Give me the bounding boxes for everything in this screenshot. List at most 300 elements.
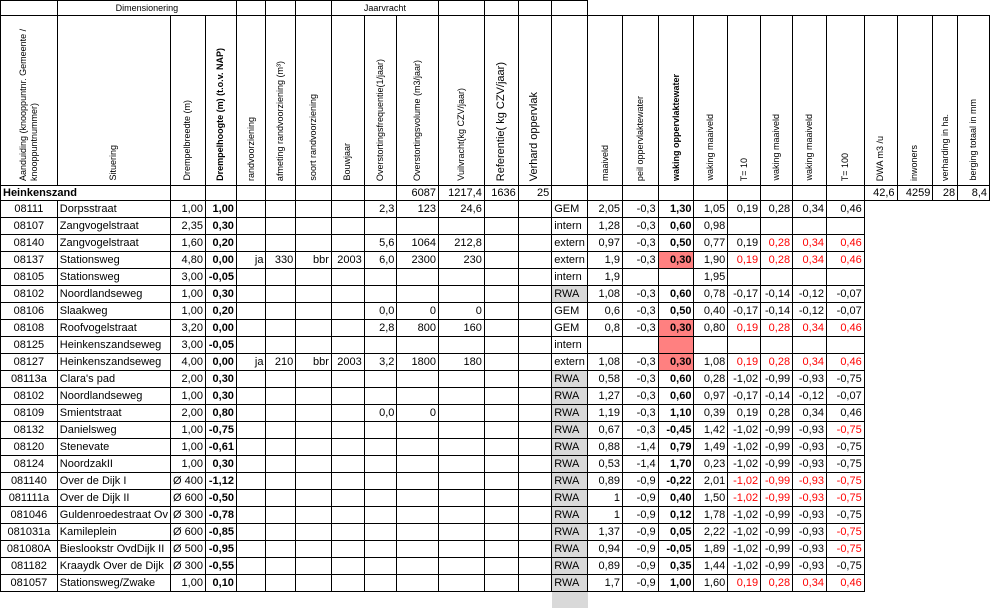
cell[interactable]: -1,02 <box>728 541 761 558</box>
empty-cell[interactable] <box>897 439 933 456</box>
cell[interactable]: 0,67 <box>588 422 623 439</box>
node-id[interactable]: 08108 <box>1 320 58 337</box>
cell[interactable] <box>236 541 266 558</box>
empty-cell[interactable] <box>933 320 958 337</box>
cell[interactable]: 1,00 <box>171 575 206 592</box>
cell[interactable] <box>484 218 518 235</box>
cell[interactable] <box>364 473 397 490</box>
empty-cell[interactable] <box>933 303 958 320</box>
cell[interactable] <box>364 541 397 558</box>
cell[interactable]: 1064 <box>397 235 439 252</box>
cell[interactable]: -0,99 <box>761 439 793 456</box>
cell[interactable] <box>266 558 296 575</box>
cell[interactable] <box>761 337 793 354</box>
cell[interactable] <box>484 456 518 473</box>
cell[interactable] <box>826 337 864 354</box>
cell[interactable]: intern <box>552 337 588 354</box>
cell[interactable]: 0,46 <box>826 235 864 252</box>
empty-cell[interactable] <box>958 575 990 592</box>
cell[interactable] <box>266 371 296 388</box>
cell[interactable]: intern <box>552 218 588 235</box>
group-name[interactable]: Heinkenszand <box>1 186 171 201</box>
cell[interactable] <box>236 405 266 422</box>
cell[interactable] <box>728 218 761 235</box>
cell[interactable]: -0,12 <box>793 303 827 320</box>
cell[interactable] <box>364 558 397 575</box>
cell[interactable]: 0,34 <box>793 405 827 422</box>
cell[interactable] <box>484 405 518 422</box>
location[interactable]: Kamileplein <box>57 524 170 541</box>
cell[interactable]: -0,3 <box>622 303 658 320</box>
cell[interactable]: -0,75 <box>826 473 864 490</box>
cell[interactable] <box>331 473 364 490</box>
cell[interactable]: 123 <box>397 201 439 218</box>
cell[interactable] <box>397 218 439 235</box>
column-header[interactable] <box>439 16 485 186</box>
header-cell[interactable] <box>266 1 296 16</box>
cell[interactable]: -0,07 <box>826 388 864 405</box>
cell[interactable]: RWA <box>552 473 588 490</box>
cell[interactable]: 1,00 <box>171 388 206 405</box>
cell[interactable]: RWA <box>552 541 588 558</box>
empty-cell[interactable] <box>897 541 933 558</box>
cell[interactable] <box>266 507 296 524</box>
cell[interactable]: -0,93 <box>793 524 827 541</box>
cell[interactable]: -1,02 <box>728 422 761 439</box>
cell[interactable] <box>484 524 518 541</box>
empty-cell[interactable] <box>897 337 933 354</box>
cell[interactable]: -0,95 <box>205 541 236 558</box>
empty-cell[interactable] <box>897 524 933 541</box>
cell[interactable]: -0,78 <box>205 507 236 524</box>
cell[interactable] <box>439 473 485 490</box>
cell[interactable] <box>236 422 266 439</box>
cell[interactable] <box>236 201 266 218</box>
cell[interactable]: 0,53 <box>588 456 623 473</box>
cell[interactable] <box>397 371 439 388</box>
cell[interactable]: RWA <box>552 439 588 456</box>
empty-cell[interactable] <box>933 337 958 354</box>
cell[interactable] <box>658 337 694 354</box>
empty-cell[interactable] <box>864 218 897 235</box>
cell[interactable] <box>439 575 485 592</box>
cell[interactable]: 0,46 <box>826 405 864 422</box>
cell[interactable]: 0,6 <box>588 303 623 320</box>
cell[interactable] <box>793 269 827 286</box>
cell[interactable]: -0,93 <box>793 558 827 575</box>
empty-cell[interactable] <box>897 201 933 218</box>
cell[interactable] <box>518 439 552 456</box>
empty-cell[interactable] <box>864 337 897 354</box>
cell[interactable]: -0,05 <box>205 269 236 286</box>
empty-cell[interactable] <box>897 1 933 16</box>
cell[interactable]: -0,75 <box>826 422 864 439</box>
cell[interactable]: 2,01 <box>694 473 728 490</box>
cell[interactable] <box>266 218 296 235</box>
cell[interactable]: -0,55 <box>205 558 236 575</box>
cell[interactable]: 0,80 <box>694 320 728 337</box>
cell[interactable]: 2,05 <box>588 201 623 218</box>
cell[interactable] <box>439 337 485 354</box>
cell[interactable]: -0,07 <box>826 303 864 320</box>
cell[interactable]: 1,44 <box>694 558 728 575</box>
cell[interactable]: 0,46 <box>826 575 864 592</box>
node-id[interactable]: 08111 <box>1 201 58 218</box>
location[interactable]: Clara's pad <box>57 371 170 388</box>
empty-cell[interactable] <box>933 575 958 592</box>
cell[interactable]: Ø 300 <box>171 558 206 575</box>
cell[interactable] <box>439 388 485 405</box>
cell[interactable] <box>518 354 552 371</box>
location[interactable]: Stationsweg/Zwake <box>57 575 170 592</box>
cell[interactable]: 0,20 <box>205 303 236 320</box>
empty-cell[interactable] <box>933 286 958 303</box>
cell[interactable] <box>266 575 296 592</box>
cell[interactable]: -0,3 <box>622 320 658 337</box>
cell[interactable]: 3,2 <box>364 354 397 371</box>
cell[interactable]: 0,0 <box>364 405 397 422</box>
cell[interactable] <box>484 541 518 558</box>
cell[interactable] <box>266 439 296 456</box>
empty-cell[interactable] <box>958 388 990 405</box>
cell[interactable]: 2300 <box>397 252 439 269</box>
empty-cell[interactable] <box>958 286 990 303</box>
location[interactable]: Stenevate <box>57 439 170 456</box>
cell[interactable] <box>236 286 266 303</box>
cell[interactable] <box>331 269 364 286</box>
cell[interactable] <box>694 337 728 354</box>
empty-cell[interactable] <box>958 235 990 252</box>
cell[interactable] <box>331 186 364 201</box>
cell[interactable] <box>266 388 296 405</box>
node-id[interactable]: 08105 <box>1 269 58 286</box>
cell[interactable] <box>728 269 761 286</box>
cell[interactable] <box>296 388 332 405</box>
cell[interactable] <box>484 473 518 490</box>
cell[interactable] <box>518 558 552 575</box>
cell[interactable]: 1,27 <box>588 388 623 405</box>
column-header[interactable] <box>897 16 933 186</box>
column-header[interactable] <box>694 16 728 186</box>
cell[interactable] <box>484 558 518 575</box>
cell[interactable]: -0,75 <box>826 490 864 507</box>
column-header[interactable] <box>1 16 58 186</box>
cell[interactable] <box>236 320 266 337</box>
node-id[interactable]: 081031a <box>1 524 58 541</box>
cell[interactable]: -0,3 <box>622 354 658 371</box>
cell[interactable]: -0,93 <box>793 439 827 456</box>
column-header[interactable] <box>266 16 296 186</box>
cell[interactable]: 800 <box>397 320 439 337</box>
cell[interactable]: ja <box>236 354 266 371</box>
cell[interactable]: 0,12 <box>658 507 694 524</box>
cell[interactable] <box>266 303 296 320</box>
column-header[interactable] <box>236 16 266 186</box>
empty-cell[interactable] <box>864 575 897 592</box>
cell[interactable] <box>296 186 332 201</box>
cell[interactable]: -0,17 <box>728 303 761 320</box>
empty-cell[interactable] <box>933 371 958 388</box>
cell[interactable]: -0,50 <box>205 490 236 507</box>
empty-cell[interactable] <box>864 558 897 575</box>
cell[interactable]: -0,75 <box>826 371 864 388</box>
cell[interactable]: -0,93 <box>793 422 827 439</box>
cell[interactable] <box>331 320 364 337</box>
cell[interactable]: 0,10 <box>205 575 236 592</box>
cell[interactable] <box>439 524 485 541</box>
cell[interactable]: 1,00 <box>658 575 694 592</box>
cell[interactable] <box>331 456 364 473</box>
cell[interactable] <box>236 269 266 286</box>
cell[interactable] <box>518 218 552 235</box>
cell[interactable]: -0,75 <box>826 456 864 473</box>
cell[interactable]: -0,75 <box>826 439 864 456</box>
empty-cell[interactable] <box>958 439 990 456</box>
cell[interactable]: 210 <box>266 354 296 371</box>
cell[interactable]: 6,0 <box>364 252 397 269</box>
node-id[interactable]: 081057 <box>1 575 58 592</box>
cell[interactable] <box>266 524 296 541</box>
cell[interactable]: 0,60 <box>658 371 694 388</box>
cell[interactable]: 1,37 <box>588 524 623 541</box>
cell[interactable]: GEM <box>552 201 588 218</box>
column-header[interactable] <box>552 16 588 186</box>
cell[interactable]: 5,6 <box>364 235 397 252</box>
cell[interactable]: 1,60 <box>171 235 206 252</box>
cell[interactable]: 1,10 <box>658 405 694 422</box>
cell[interactable] <box>331 303 364 320</box>
location[interactable]: Roofvogelstraat <box>57 320 170 337</box>
cell[interactable] <box>518 541 552 558</box>
cell[interactable]: 1,19 <box>588 405 623 422</box>
node-id[interactable]: 081140 <box>1 473 58 490</box>
cell[interactable] <box>484 286 518 303</box>
dimensionering-header[interactable]: Dimensionering <box>57 1 236 16</box>
cell[interactable] <box>266 405 296 422</box>
group-dwa[interactable]: 42,6 <box>864 186 897 201</box>
cell[interactable] <box>793 337 827 354</box>
empty-cell[interactable] <box>958 524 990 541</box>
cell[interactable]: 330 <box>266 252 296 269</box>
jaarvracht-header[interactable]: Jaarvracht <box>331 1 438 16</box>
cell[interactable] <box>331 575 364 592</box>
location[interactable]: Heinkenszandseweg <box>57 337 170 354</box>
cell[interactable]: -0,93 <box>793 473 827 490</box>
cell[interactable]: 0,0 <box>364 303 397 320</box>
empty-cell[interactable] <box>958 422 990 439</box>
cell[interactable] <box>296 575 332 592</box>
node-id[interactable]: 081080A <box>1 541 58 558</box>
node-id[interactable]: 08140 <box>1 235 58 252</box>
cell[interactable] <box>296 456 332 473</box>
cell[interactable]: 212,8 <box>439 235 485 252</box>
empty-cell[interactable] <box>897 269 933 286</box>
cell[interactable]: Ø 500 <box>171 541 206 558</box>
cell[interactable]: -0,9 <box>622 575 658 592</box>
cell[interactable] <box>518 388 552 405</box>
cell[interactable] <box>331 439 364 456</box>
cell[interactable]: RWA <box>552 456 588 473</box>
empty-cell[interactable] <box>622 1 658 16</box>
cell[interactable] <box>205 186 236 201</box>
cell[interactable]: -0,9 <box>622 473 658 490</box>
cell[interactable] <box>793 218 827 235</box>
cell[interactable]: 0,94 <box>588 541 623 558</box>
cell[interactable]: 0,40 <box>658 490 694 507</box>
cell[interactable]: 4,00 <box>171 354 206 371</box>
cell[interactable]: -0,75 <box>826 541 864 558</box>
cell[interactable]: 0,98 <box>694 218 728 235</box>
node-id[interactable]: 08106 <box>1 303 58 320</box>
location[interactable]: Bieslookstr OvdDijk II <box>57 541 170 558</box>
cell[interactable] <box>364 456 397 473</box>
column-header[interactable] <box>397 16 439 186</box>
cell[interactable] <box>484 422 518 439</box>
cell[interactable]: -0,93 <box>793 490 827 507</box>
cell[interactable] <box>397 575 439 592</box>
cell[interactable]: 1,30 <box>658 201 694 218</box>
cell[interactable]: -0,14 <box>761 303 793 320</box>
cell[interactable]: 0,35 <box>658 558 694 575</box>
cell[interactable] <box>236 186 266 201</box>
cell[interactable] <box>484 303 518 320</box>
cell[interactable] <box>236 388 266 405</box>
cell[interactable]: -0,3 <box>622 218 658 235</box>
cell[interactable]: -0,75 <box>826 524 864 541</box>
cell[interactable]: Ø 600 <box>171 524 206 541</box>
empty-cell[interactable] <box>897 320 933 337</box>
cell[interactable]: 0,00 <box>205 354 236 371</box>
cell[interactable]: 0,20 <box>205 235 236 252</box>
location[interactable]: Slaakweg <box>57 303 170 320</box>
cell[interactable]: 3,00 <box>171 269 206 286</box>
cell[interactable]: extern <box>552 235 588 252</box>
cell[interactable]: 1,00 <box>171 303 206 320</box>
cell[interactable] <box>236 507 266 524</box>
cell[interactable] <box>761 269 793 286</box>
cell[interactable]: -0,85 <box>205 524 236 541</box>
empty-cell[interactable] <box>933 1 958 16</box>
cell[interactable]: -0,99 <box>761 422 793 439</box>
empty-cell[interactable] <box>864 235 897 252</box>
cell[interactable] <box>518 524 552 541</box>
cell[interactable] <box>331 286 364 303</box>
cell[interactable]: -0,75 <box>826 558 864 575</box>
cell[interactable] <box>397 541 439 558</box>
cell[interactable]: 0,34 <box>793 201 827 218</box>
cell[interactable]: 1800 <box>397 354 439 371</box>
cell[interactable]: -0,75 <box>205 422 236 439</box>
empty-cell[interactable] <box>933 558 958 575</box>
cell[interactable] <box>331 490 364 507</box>
cell[interactable]: 1,00 <box>171 456 206 473</box>
node-id[interactable]: 081046 <box>1 507 58 524</box>
cell[interactable] <box>266 320 296 337</box>
cell[interactable]: Ø 300 <box>171 507 206 524</box>
cell[interactable]: -0,14 <box>761 388 793 405</box>
cell[interactable] <box>364 218 397 235</box>
cell[interactable] <box>439 490 485 507</box>
cell[interactable]: -1,02 <box>728 371 761 388</box>
empty-cell[interactable] <box>958 320 990 337</box>
cell[interactable]: 0,19 <box>728 201 761 218</box>
cell[interactable]: 1,00 <box>171 439 206 456</box>
cell[interactable] <box>296 320 332 337</box>
cell[interactable] <box>296 269 332 286</box>
cell[interactable]: RWA <box>552 422 588 439</box>
cell[interactable] <box>484 388 518 405</box>
empty-cell[interactable] <box>728 1 761 16</box>
cell[interactable]: RWA <box>552 371 588 388</box>
empty-cell[interactable] <box>761 1 793 16</box>
cell[interactable]: -0,17 <box>728 286 761 303</box>
cell[interactable]: RWA <box>552 490 588 507</box>
cell[interactable] <box>518 473 552 490</box>
cell[interactable] <box>826 218 864 235</box>
cell[interactable]: -0,9 <box>622 507 658 524</box>
empty-cell[interactable] <box>897 456 933 473</box>
column-header[interactable] <box>57 16 170 186</box>
cell[interactable] <box>364 490 397 507</box>
cell[interactable]: 0,19 <box>728 235 761 252</box>
empty-cell[interactable] <box>933 354 958 371</box>
group-overstortingsvolume[interactable]: 6087 <box>397 186 439 201</box>
cell[interactable]: -0,45 <box>658 422 694 439</box>
cell[interactable]: RWA <box>552 286 588 303</box>
cell[interactable]: ja <box>236 252 266 269</box>
cell[interactable] <box>518 422 552 439</box>
cell[interactable]: -1,12 <box>205 473 236 490</box>
cell[interactable]: 1,08 <box>694 354 728 371</box>
cell[interactable] <box>518 490 552 507</box>
cell[interactable] <box>484 490 518 507</box>
cell[interactable]: -0,3 <box>622 252 658 269</box>
empty-cell[interactable] <box>933 235 958 252</box>
empty-cell[interactable] <box>658 1 694 16</box>
cell[interactable] <box>439 218 485 235</box>
cell[interactable]: 0,46 <box>826 320 864 337</box>
cell[interactable] <box>518 337 552 354</box>
empty-cell[interactable] <box>933 218 958 235</box>
group-berging[interactable]: 8,4 <box>958 186 990 201</box>
empty-cell[interactable] <box>933 507 958 524</box>
cell[interactable] <box>397 473 439 490</box>
empty-cell[interactable] <box>864 507 897 524</box>
cell[interactable]: RWA <box>552 388 588 405</box>
cell[interactable] <box>364 507 397 524</box>
empty-cell[interactable] <box>694 1 728 16</box>
cell[interactable]: -0,12 <box>793 286 827 303</box>
cell[interactable] <box>296 303 332 320</box>
header-cell[interactable] <box>518 1 552 16</box>
cell[interactable] <box>296 218 332 235</box>
cell[interactable]: 0,30 <box>658 252 694 269</box>
cell[interactable]: -0,93 <box>793 456 827 473</box>
group-inwoners[interactable]: 4259 <box>897 186 933 201</box>
cell[interactable]: -1,02 <box>728 473 761 490</box>
cell[interactable]: RWA <box>552 524 588 541</box>
cell[interactable]: 0,40 <box>694 303 728 320</box>
node-id[interactable]: 08102 <box>1 388 58 405</box>
cell[interactable]: -0,99 <box>761 507 793 524</box>
location[interactable]: Zangvogelstraat <box>57 218 170 235</box>
cell[interactable] <box>364 186 397 201</box>
empty-cell[interactable] <box>864 1 897 16</box>
empty-cell[interactable] <box>933 405 958 422</box>
cell[interactable] <box>236 218 266 235</box>
empty-cell[interactable] <box>864 439 897 456</box>
cell[interactable] <box>397 524 439 541</box>
